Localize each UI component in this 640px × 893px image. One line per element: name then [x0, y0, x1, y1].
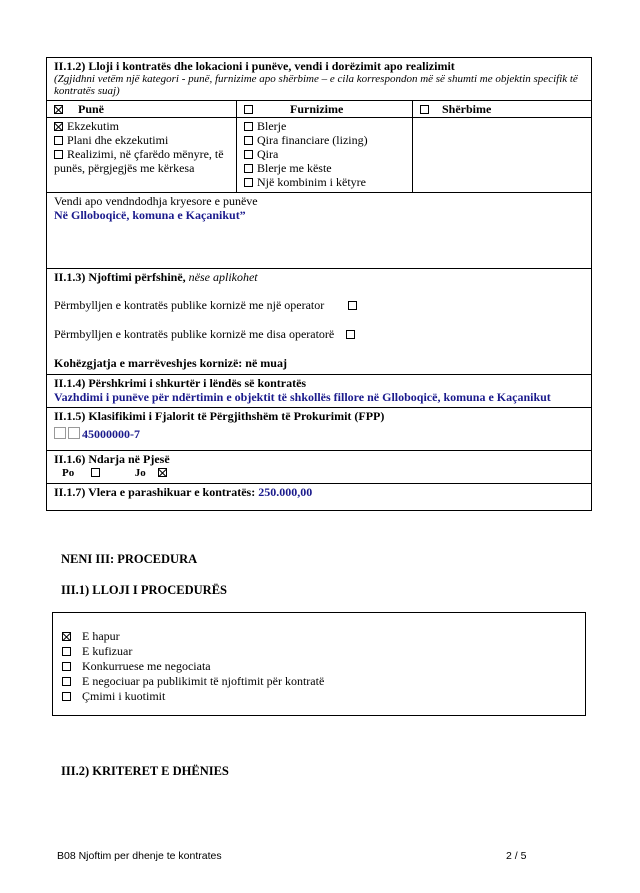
cpv-code: 45000000-7 [82, 427, 140, 441]
checkbox-price-quotation[interactable] [62, 692, 71, 701]
works-option: Plani dhe ekzekutimi [67, 133, 169, 147]
checkbox-supplies[interactable] [244, 105, 253, 114]
category-works-label: Punë [78, 102, 105, 116]
category-services-cell [413, 101, 592, 118]
procedure-option: Konkurruese me negociata [82, 659, 211, 673]
award-criteria-heading: III.2) KRITERET E DHËNIES [61, 764, 229, 778]
section-2-1-7-cell [47, 484, 592, 511]
section-2-1-4-title: II.1.4) Përshkrimi i shkurtër i lëndës së kontratës [54, 376, 307, 390]
checkbox-open[interactable] [62, 632, 71, 641]
checkbox-realization[interactable] [54, 150, 63, 159]
checkbox-leasing[interactable] [244, 136, 253, 145]
contract-details-table [46, 57, 592, 511]
procedure-option: Çmimi i kuotimit [82, 689, 166, 703]
supplies-option: Blerje me këste [257, 161, 332, 175]
lots-no-label: Jo [134, 467, 146, 479]
checkbox-services[interactable] [420, 105, 429, 114]
checkbox-lots-no[interactable] [158, 468, 167, 477]
section-2-1-2-note: (Zgjidhni vetëm një kategori - punë, furnizime apo shërbime – e cila korrespondon më së shumti me objektin specifik të kontratës suaj) [54, 73, 578, 97]
framework-duration-label: Kohëzgjatja e marrëveshjes kornizë: në muaj [54, 356, 287, 370]
framework-single-label: Përmbylljen e kontratës publike kornizë me një operator [54, 298, 325, 312]
checkbox-negotiated[interactable] [62, 677, 71, 686]
section-2-1-5-cell [47, 408, 592, 451]
checkbox-restricted[interactable] [62, 647, 71, 656]
estimated-value-label: II.1.7) Vlera e parashikuar e kontratës: [54, 485, 256, 499]
location-label: Vendi apo vendndodhja kryesore e punëve [54, 194, 258, 208]
category-works-cell [47, 101, 237, 118]
checkbox-framework-single[interactable] [348, 301, 357, 310]
checkbox-works[interactable] [54, 105, 63, 114]
location-value: Në Glloboqicë, komuna e Kaçanikut” [54, 208, 246, 222]
works-option: Realizimi, në çfarëdo mënyre, të punës, përgjegjës me kërkesa [54, 147, 224, 175]
checkbox-framework-multi[interactable] [346, 330, 355, 339]
section-2-1-2-header [47, 58, 592, 101]
section-2-1-3-note: nëse aplikohet [188, 270, 258, 284]
lots-yes-label: Po [62, 467, 75, 479]
footer-doc-title: B08 Njoftim per dhenje te kontrates [57, 850, 222, 862]
framework-multi-label: Përmbylljen e kontratës publike kornizë me disa operatorë [54, 327, 335, 341]
location-cell [47, 193, 592, 269]
category-supplies-cell [237, 101, 413, 118]
procedure-type-box [52, 612, 586, 716]
section-2-1-5-title: II.1.5) Klasifikimi i Fjalorit të Përgjithshëm të Prokurimit (FPP) [54, 409, 385, 423]
checkbox-execution[interactable] [54, 122, 63, 131]
page-number: 2 / 5 [506, 850, 527, 862]
works-options-cell [47, 118, 237, 193]
checkbox-purchase[interactable] [244, 122, 253, 131]
checkbox-rent[interactable] [244, 150, 253, 159]
procedure-option: E kufizuar [82, 644, 133, 658]
checkbox-combination[interactable] [244, 178, 253, 187]
section-2-1-6-cell [47, 451, 592, 484]
category-services-label: Shërbime [442, 102, 492, 116]
section-2-1-6-title: II.1.6) Ndarja në Pjesë [54, 452, 170, 466]
section-2-1-3-title: II.1.3) Njoftimi përfshinë, [54, 270, 186, 284]
cpv-box [68, 427, 80, 439]
checkbox-competitive-negotiation[interactable] [62, 662, 71, 671]
cpv-box [54, 427, 66, 439]
procedure-option: E negociuar pa publikimit të njoftimit për kontratë [82, 674, 325, 688]
procedure-type-heading: III.1) LLOJI I PROCEDURËS [61, 583, 228, 597]
section-2-1-3-cell [47, 269, 592, 375]
article-3-title: NENI III: PROCEDURA [61, 552, 198, 566]
checkbox-lots-yes[interactable] [91, 468, 100, 477]
services-options-cell [413, 118, 592, 193]
section-2-1-4-cell [47, 375, 592, 408]
checkbox-plan-execution[interactable] [54, 136, 63, 145]
supplies-options-cell [237, 118, 413, 193]
supplies-option: Blerje [257, 119, 287, 133]
procedure-option: E hapur [82, 629, 120, 643]
estimated-value: 250.000,00 [258, 485, 313, 499]
contract-description: Vazhdimi i punëve për ndërtimin e objektit të shkollës fillore në Glloboqicë, komuna e Kaçanikut [54, 390, 551, 404]
section-2-1-2-title: II.1.2) Lloji i kontratës dhe lokacioni i punëve, vendi i dorëzimit apo realizimit [54, 59, 455, 73]
works-option: Ekzekutim [67, 119, 119, 133]
supplies-option: Qira financiare (lizing) [257, 133, 368, 147]
supplies-option: Një kombinim i këtyre [257, 175, 366, 189]
category-supplies-label: Furnizime [290, 102, 344, 116]
supplies-option: Qira [257, 147, 279, 161]
checkbox-installments[interactable] [244, 164, 253, 173]
